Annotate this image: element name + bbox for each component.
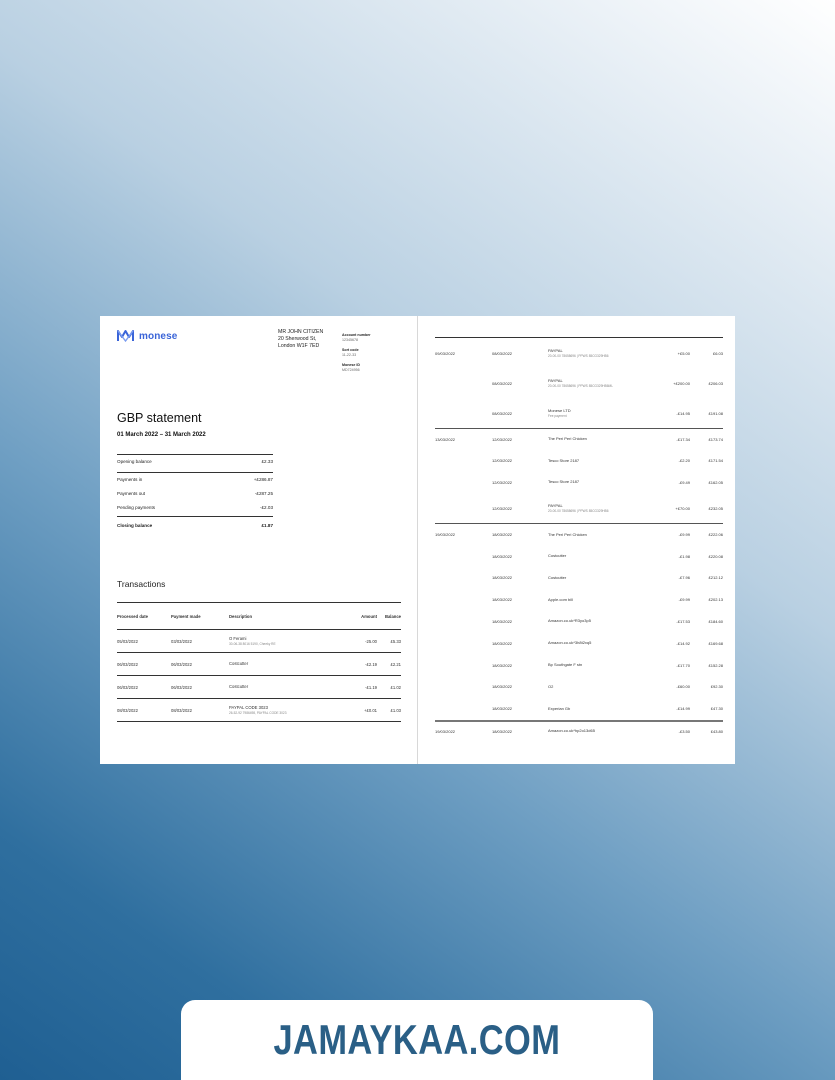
description-text: Costcutter xyxy=(548,574,567,580)
amount: -£9.99 xyxy=(678,532,690,538)
balance: £206.03 xyxy=(708,380,723,386)
payment-date: 12/03/2022 xyxy=(492,479,513,485)
summary-label: Closing balance xyxy=(117,523,153,528)
balance: £222.06 xyxy=(708,532,723,538)
summary-value: +£286.87 xyxy=(253,477,273,482)
balance: £152.28 xyxy=(708,662,723,668)
transaction-description xyxy=(548,706,643,712)
transaction-description xyxy=(229,661,339,667)
payment-date: 03/03/2022 xyxy=(171,638,192,644)
column-header: Amount xyxy=(361,613,377,619)
transaction-description xyxy=(229,636,339,646)
amount: +£0.01 xyxy=(364,707,377,713)
site-name: JAMAYKAA.COM xyxy=(273,1016,561,1063)
balance: £220.08 xyxy=(708,553,723,559)
summary-label: Payments out xyxy=(117,490,146,496)
description-text: Costcutter xyxy=(229,684,249,689)
description-text: PAYPAL xyxy=(548,348,563,353)
description-detail: 20-00-00 78658696 | PPWS 85CG329HB6 xyxy=(548,354,609,358)
transaction-description xyxy=(548,618,643,624)
summary-value: -£2.03 xyxy=(259,504,273,510)
balance: £1.03 xyxy=(390,707,401,713)
description-text: PAYPAL xyxy=(548,503,563,509)
payment-date: 18/03/2022 xyxy=(492,706,513,712)
summary-label: Opening balance xyxy=(117,459,152,464)
balance: £5.33 xyxy=(390,638,401,644)
payment-date: 12/03/2022 xyxy=(492,436,513,442)
balance: £184.60 xyxy=(708,618,723,624)
payment-date: 08/03/2022 xyxy=(492,350,513,356)
closing-balance-row xyxy=(117,516,273,534)
watermark-banner xyxy=(181,1000,653,1080)
transaction-description xyxy=(548,662,643,668)
description-text: Bp Southgate F stn xyxy=(548,662,583,668)
amount: -£2.20 xyxy=(678,458,690,464)
description-text: PAYPAL CODE 3023 xyxy=(229,705,268,710)
monese-id: MD724956 xyxy=(342,368,360,372)
balance: £6.03 xyxy=(712,350,723,356)
payment-date: 18/03/2022 xyxy=(492,728,513,734)
transaction-description xyxy=(548,378,643,388)
table-row xyxy=(435,450,723,472)
payment-date: 06/03/2022 xyxy=(171,661,192,667)
table-row xyxy=(435,523,723,545)
payment-date: 12/03/2022 xyxy=(492,505,513,511)
table-row xyxy=(117,630,401,653)
amount: -£1.98 xyxy=(678,553,690,559)
balance: £1.02 xyxy=(390,684,401,690)
table-row xyxy=(435,720,723,742)
table-row xyxy=(435,398,723,428)
account-details xyxy=(342,333,371,378)
amount: -£3.50 xyxy=(678,728,690,734)
payment-date: 18/03/2022 xyxy=(492,575,513,581)
summary-row xyxy=(117,500,273,514)
summary-label: Payments in xyxy=(117,477,143,482)
description-text: Experian Gb xyxy=(548,705,571,711)
transactions-heading: Transactions xyxy=(117,579,166,589)
amount: -£9.49 xyxy=(678,479,690,485)
brand-logo xyxy=(117,329,177,343)
customer-address xyxy=(278,329,323,350)
payment-date: 18/03/2022 xyxy=(492,684,513,690)
summary-value: -£287.25 xyxy=(254,490,273,496)
payment-date: 18/03/2022 xyxy=(492,597,513,603)
description-text: Apple.com bill xyxy=(548,596,573,602)
table-row xyxy=(435,338,723,368)
balance-summary xyxy=(117,454,273,534)
statement-title: GBP statement xyxy=(117,411,202,425)
description-text: Tesco Store 2187 xyxy=(548,457,580,463)
transaction-description xyxy=(548,532,643,538)
payment-date: 18/03/2022 xyxy=(492,618,513,624)
transaction-description xyxy=(548,503,643,513)
sort-code-label: Sort code xyxy=(342,348,359,352)
table-row xyxy=(435,567,723,589)
payment-date: 18/03/2022 xyxy=(492,553,513,559)
description-detail: 26-52-92 7986498, PAYPAL CODE 3023 xyxy=(229,711,287,715)
statement-period: 01 March 2022 – 31 March 2022 xyxy=(117,432,206,438)
statement-page-1 xyxy=(100,316,418,764)
monese-logo-icon xyxy=(117,329,134,343)
description-text: PAYPAL xyxy=(548,378,563,383)
address-line: MR JOHN CITIZEN xyxy=(278,329,324,335)
transactions-table-continued xyxy=(435,337,723,741)
column-header: Payment made xyxy=(171,613,201,619)
table-row xyxy=(435,654,723,676)
description-text: The Peri Peri Chicken xyxy=(548,531,587,537)
description-text: The Peri Peri Chicken xyxy=(548,436,587,442)
balance: £162.05 xyxy=(708,479,723,485)
account-number-label: Account number xyxy=(342,333,371,337)
description-detail: 20-00-00 78658696 | PPWS 85CG329HB6ML xyxy=(548,384,613,388)
table-row xyxy=(435,428,723,450)
table-row xyxy=(435,493,723,523)
description-text: O2 xyxy=(548,683,554,689)
account-number: 12345678 xyxy=(342,338,358,342)
summary-label: Pending payments xyxy=(117,504,156,510)
balance: £43.80 xyxy=(710,728,723,734)
balance: £212.12 xyxy=(708,575,723,581)
balance: £202.13 xyxy=(708,597,723,603)
payment-date: 18/03/2022 xyxy=(492,662,513,668)
description-detail: 20-00-00 78658696 | PPWS 85CG329HB6 xyxy=(548,509,609,514)
table-row xyxy=(117,653,401,676)
processed-date: 08/03/2022 xyxy=(117,707,138,713)
summary-row xyxy=(117,486,273,500)
amount: +£200.00 xyxy=(673,380,690,386)
transaction-description xyxy=(548,640,643,646)
amount: -£14.95 xyxy=(676,410,690,416)
description-text: Amazon.co.uk*R3yo3p5 xyxy=(548,618,591,624)
sort-code: 11-22-33 xyxy=(342,353,357,357)
transaction-description xyxy=(548,575,643,581)
balance: £169.68 xyxy=(708,640,723,646)
description-text: Costcutter xyxy=(229,661,249,666)
table-row xyxy=(435,589,723,611)
table-row xyxy=(435,698,723,720)
transactions-table xyxy=(117,602,401,722)
payment-date: 18/03/2022 xyxy=(492,532,513,538)
table-row xyxy=(435,611,723,633)
statement-page-2 xyxy=(418,316,735,764)
table-row xyxy=(435,632,723,654)
summary-value: £1.87 xyxy=(261,523,273,528)
amount: -£7.96 xyxy=(678,575,690,581)
transaction-description xyxy=(229,684,339,690)
amount: -£60.00 xyxy=(676,684,690,690)
amount: -£17.70 xyxy=(676,662,690,668)
statement-sheet xyxy=(100,316,735,764)
payment-date: 08/03/2022 xyxy=(171,707,192,713)
amount: -25.00 xyxy=(365,638,377,644)
description-text: Tesco Store 2187 xyxy=(548,479,580,485)
description-text: O Ferami xyxy=(229,636,247,641)
transaction-description xyxy=(548,436,643,442)
description-detail: 30-06-38 8016 5190, Cheeky RE xyxy=(229,642,276,646)
amount: -£1.19 xyxy=(365,684,377,690)
processed-date: 13/03/2022 xyxy=(435,436,456,442)
address-line: 20 Sherwood St, xyxy=(278,336,317,342)
brand-name: monese xyxy=(139,330,178,342)
transaction-description xyxy=(229,705,339,715)
description-text: Amazon.co.uk*3h8t2xq5 xyxy=(548,640,592,646)
transaction-description xyxy=(548,479,643,485)
transaction-description xyxy=(548,728,643,734)
transaction-description xyxy=(548,684,643,690)
balance: £171.54 xyxy=(708,458,723,464)
column-header: Description xyxy=(229,613,253,619)
amount: -£9.99 xyxy=(678,597,690,603)
processed-date: 06/03/2022 xyxy=(117,684,138,690)
balance: £191.08 xyxy=(708,410,723,416)
summary-row xyxy=(117,454,273,468)
transaction-description xyxy=(548,408,643,418)
amount: +£70.00 xyxy=(675,505,690,511)
column-header: Balance xyxy=(384,613,401,619)
processed-date: 06/03/2022 xyxy=(117,661,138,667)
amount: +£5.00 xyxy=(677,350,690,356)
table-row xyxy=(435,676,723,698)
balance: £2.21 xyxy=(390,661,401,667)
table-row xyxy=(117,676,401,699)
amount: -£14.92 xyxy=(676,640,690,646)
amount: -£17.53 xyxy=(676,618,690,624)
amount: -£17.34 xyxy=(676,436,690,442)
processed-date: 19/03/2022 xyxy=(435,728,456,734)
table-row xyxy=(435,545,723,567)
table-row xyxy=(435,472,723,494)
transaction-description xyxy=(548,348,643,358)
processed-date: 09/03/2022 xyxy=(435,350,456,356)
balance: £232.05 xyxy=(708,505,723,511)
transaction-description xyxy=(548,597,643,603)
transaction-description xyxy=(548,458,643,464)
payment-date: 12/03/2022 xyxy=(492,458,513,464)
processed-date: 19/03/2022 xyxy=(435,532,456,538)
table-header xyxy=(117,602,401,630)
processed-date: 05/03/2022 xyxy=(117,638,138,644)
amount: -£2.19 xyxy=(365,661,377,667)
description-text: Costcutter xyxy=(548,553,567,559)
summary-value: £2.33 xyxy=(261,459,273,464)
transaction-description xyxy=(548,553,643,559)
payment-date: 08/03/2022 xyxy=(492,380,513,386)
description-detail: Fee payment xyxy=(548,414,567,418)
address-line: London W1F 7ED xyxy=(278,343,320,349)
payment-date: 18/03/2022 xyxy=(492,640,513,646)
table-row xyxy=(117,699,401,722)
amount: -£14.99 xyxy=(676,706,690,712)
description-text: Monese LTD xyxy=(548,408,571,413)
column-header: Processed date xyxy=(117,613,148,619)
summary-row xyxy=(117,472,273,486)
monese-id-label: Monese ID xyxy=(342,363,360,367)
table-row xyxy=(435,368,723,398)
description-text: Amazon.co.uk*hp2o13d65 xyxy=(548,728,595,734)
balance: £173.74 xyxy=(708,436,723,442)
balance: £47.30 xyxy=(710,706,723,712)
payment-date: 08/03/2022 xyxy=(492,410,513,416)
balance: £92.30 xyxy=(710,684,723,690)
payment-date: 06/03/2022 xyxy=(171,684,192,690)
